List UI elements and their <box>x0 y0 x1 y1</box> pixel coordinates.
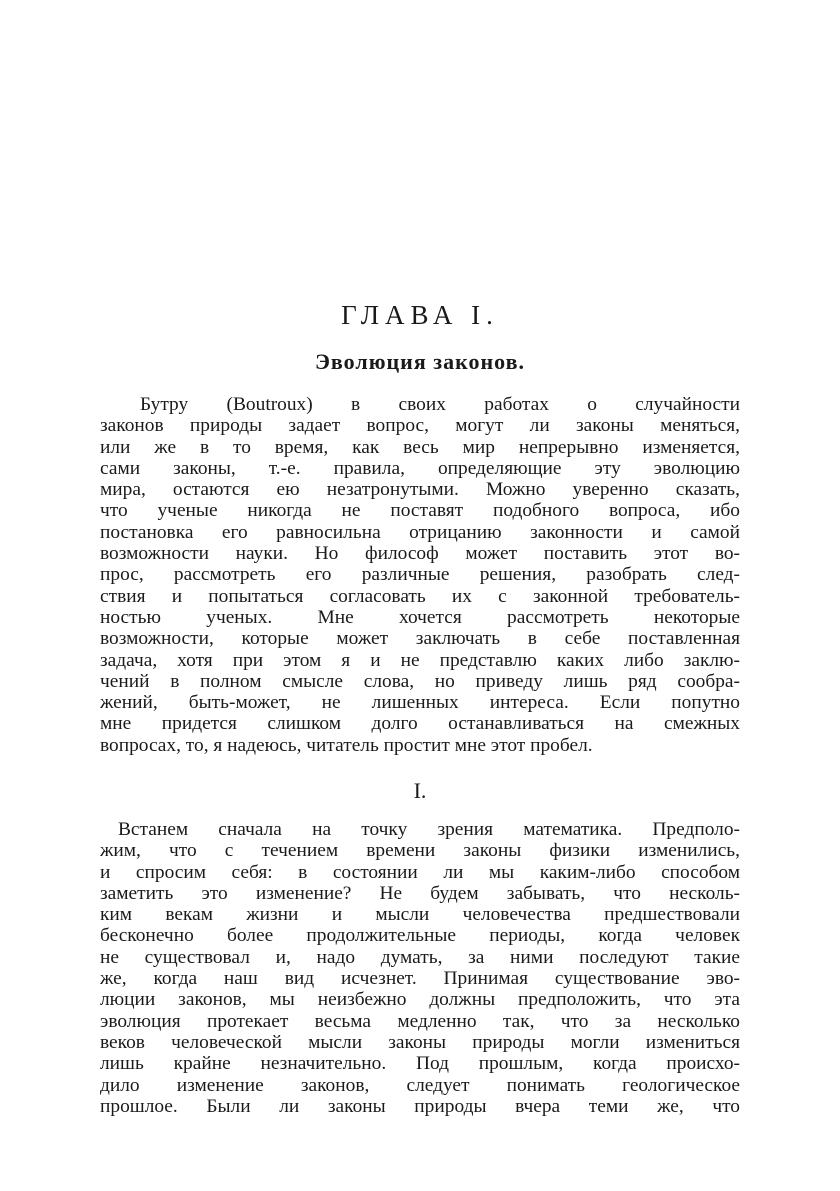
book-page <box>100 0 740 1191</box>
text-line: или же в то время, как весь мир непрерывно изменяется, <box>100 436 740 458</box>
paragraph-intro <box>100 394 740 756</box>
paragraph-section-one <box>100 819 740 1117</box>
text-line: не существовал и, надо думать, за ними последуют такие <box>100 946 740 968</box>
text-line: вопросах, то, я надеюсь, читатель простит мне этот пробел. <box>100 734 593 756</box>
text-line: ностью ученых. Мне хочется рассмотреть некоторые <box>100 606 740 628</box>
text-line: лишь крайне незначительно. Под прошлым, когда происхо- <box>100 1053 740 1075</box>
text-line: законов природы задает вопрос, могут ли законы меняться, <box>100 415 740 437</box>
text-line: возможности науки. Но философ может поставить этот во- <box>100 543 740 565</box>
text-line: и спросим себя: в состоянии ли мы каким-либо способом <box>100 861 740 883</box>
text-line: жений, быть-может, не лишенных интереса. Если попутно <box>100 692 740 714</box>
text-line: люции законов, мы неизбежно должны предположить, что эта <box>100 989 740 1011</box>
text-line: прос, рассмотреть его различные решения, разобрать след- <box>100 564 740 586</box>
text-line: что ученые никогда не поставят подобного вопроса, ибо <box>100 500 740 522</box>
chapter-subtitle: Эволюция законов. <box>314 349 525 374</box>
text-line: прошлое. Были ли законы природы вчера теми же, что <box>100 1095 740 1117</box>
text-line: чений в полном смысле слова, но приведу лишь ряд сообра- <box>100 670 740 692</box>
text-line: ким векам жизни и мысли человечества предшествовали <box>100 904 740 926</box>
text-line: сами законы, т.-е. правила, определяющие эту эволюцию <box>100 457 740 479</box>
text-line: постановка его равносильна отрицанию законности и самой <box>100 521 740 543</box>
text-line: Бутру (Boutroux) в своих работах о случайности <box>140 394 740 415</box>
text-line: мне придется слишком долго останавливаться на смежных <box>100 713 740 735</box>
text-line: возможности, которые может заключать в себе поставленная <box>100 628 740 650</box>
text-line: бесконечно более продолжительные периоды, когда человек <box>100 925 740 947</box>
chapter-title: ГЛАВА I. <box>341 300 499 330</box>
section-number: I. <box>413 778 427 803</box>
text-line: задача, хотя при этом я и не представлю каких либо заклю- <box>100 649 740 671</box>
text-line: жим, что с течением времени законы физики изменились, <box>100 840 740 862</box>
text-line: эволюция протекает весьма медленно так, что за несколько <box>100 1010 740 1032</box>
text-line: же, когда наш вид исчезнет. Принимая существование эво- <box>100 968 740 990</box>
text-line: мира, остаются ею незатронутыми. Можно уверенно сказать, <box>100 479 740 501</box>
text-line: ствия и попытаться согласовать их с законной требователь- <box>100 585 740 607</box>
text-line: веков человеческой мысли законы природы могли измениться <box>100 1031 740 1053</box>
text-line: Встанем сначала на точку зрения математика. Предполо- <box>118 819 740 840</box>
text-line: заметить это изменение? Не будем забывать, что несколь- <box>100 882 740 904</box>
text-line: дило изменение законов, следует понимать геологическое <box>100 1074 740 1096</box>
